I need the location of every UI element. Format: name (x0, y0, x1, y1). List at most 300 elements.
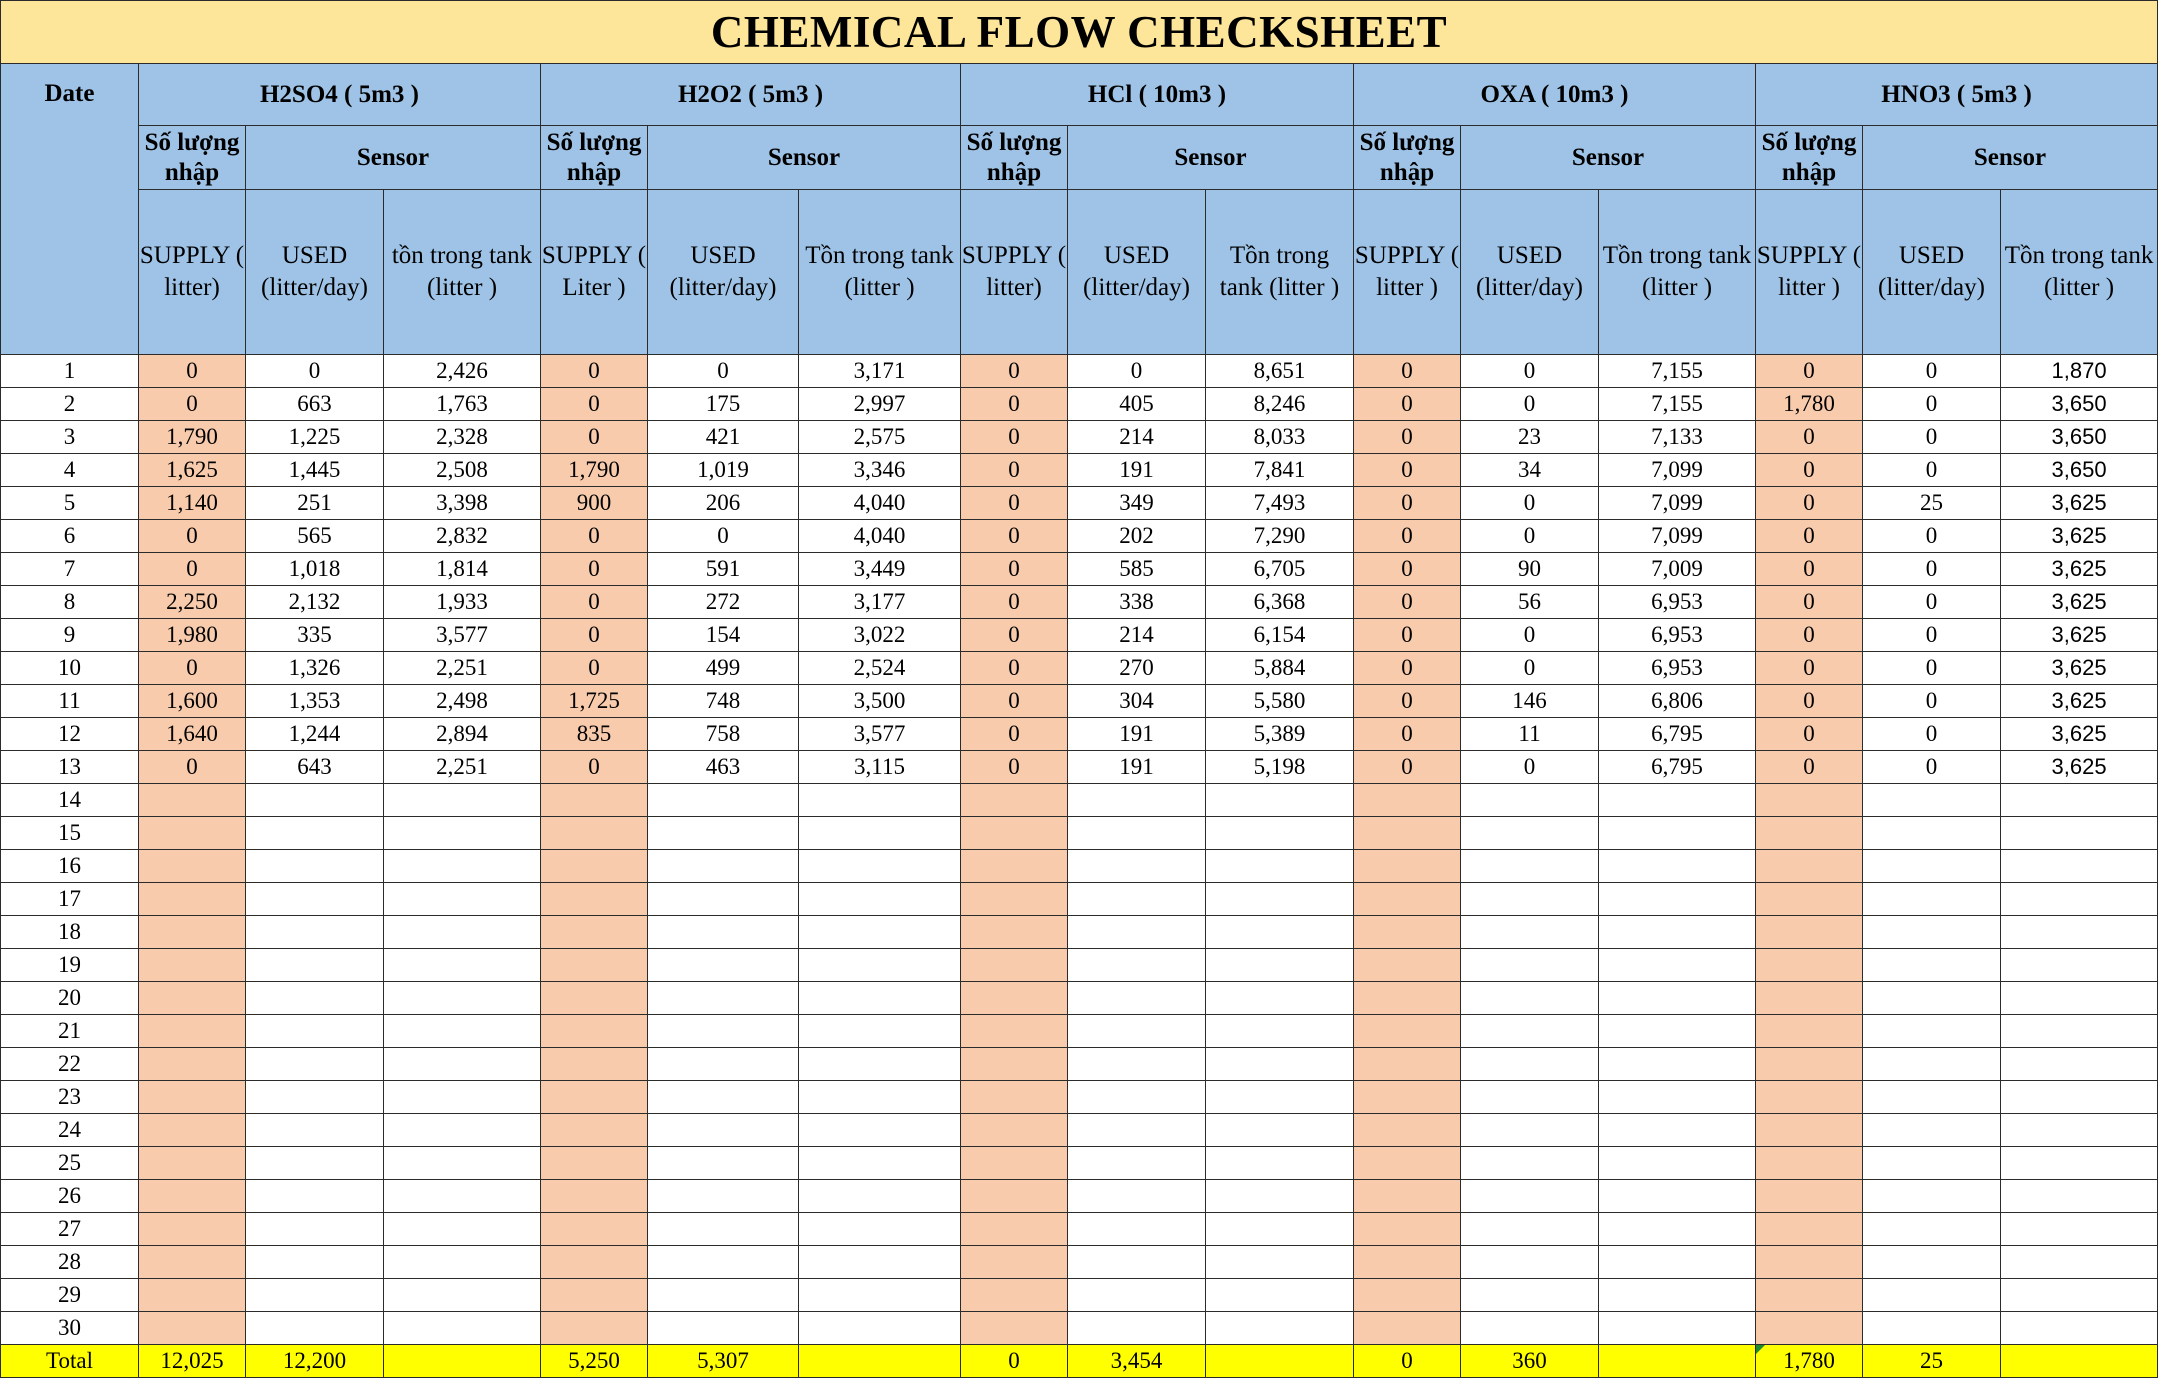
tank-cell-h2so4[interactable]: 2,508 (384, 454, 541, 487)
tank-cell-hcl[interactable] (1206, 817, 1354, 850)
tank-cell-hno3[interactable] (2001, 1048, 2158, 1081)
tank-cell-h2o2[interactable] (799, 817, 961, 850)
supply-cell-h2o2[interactable]: 0 (541, 652, 648, 685)
chemical-header-h2o2[interactable]: H2O2 ( 5m3 ) (541, 64, 961, 126)
tank-cell-hcl[interactable]: 5,580 (1206, 685, 1354, 718)
supply-cell-hno3[interactable]: 0 (1756, 685, 1863, 718)
used-cell-h2so4[interactable] (246, 949, 384, 982)
tank-cell-oxa[interactable]: 7,133 (1599, 421, 1756, 454)
used-cell-h2so4[interactable]: 1,445 (246, 454, 384, 487)
date-cell[interactable]: 5 (1, 487, 139, 520)
total-label[interactable]: Total (1, 1345, 139, 1378)
supply-cell-oxa[interactable]: 0 (1354, 454, 1461, 487)
tank-cell-h2so4[interactable] (384, 982, 541, 1015)
tank-cell-oxa[interactable] (1599, 1015, 1756, 1048)
used-cell-oxa[interactable]: 0 (1461, 355, 1599, 388)
tank-cell-hno3[interactable] (2001, 1147, 2158, 1180)
date-cell[interactable]: 4 (1, 454, 139, 487)
total-tank-oxa[interactable] (1599, 1345, 1756, 1378)
date-cell[interactable]: 28 (1, 1246, 139, 1279)
tank-cell-h2o2[interactable]: 4,040 (799, 487, 961, 520)
supply-cell-h2so4[interactable] (139, 1048, 246, 1081)
used-cell-hno3[interactable] (1863, 982, 2001, 1015)
supply-cell-h2o2[interactable] (541, 1048, 648, 1081)
used-cell-h2so4[interactable] (246, 1213, 384, 1246)
supply-cell-h2o2[interactable]: 1,725 (541, 685, 648, 718)
tank-cell-hno3[interactable] (2001, 916, 2158, 949)
used-cell-h2o2[interactable] (648, 1180, 799, 1213)
supply-cell-hcl[interactable]: 0 (961, 619, 1068, 652)
tank-cell-hcl[interactable]: 8,651 (1206, 355, 1354, 388)
used-cell-hno3[interactable] (1863, 1246, 2001, 1279)
date-cell[interactable]: 6 (1, 520, 139, 553)
supply-cell-h2so4[interactable] (139, 1114, 246, 1147)
used-cell-h2o2[interactable] (648, 1114, 799, 1147)
used-cell-hcl[interactable] (1068, 1279, 1206, 1312)
used-cell-hno3[interactable]: 25 (1863, 487, 2001, 520)
supply-cell-h2so4[interactable] (139, 1180, 246, 1213)
tank-cell-hcl[interactable] (1206, 1015, 1354, 1048)
supply-cell-h2so4[interactable] (139, 1312, 246, 1345)
tank-cell-oxa[interactable]: 6,953 (1599, 586, 1756, 619)
tank-cell-h2so4[interactable]: 1,814 (384, 553, 541, 586)
supply-cell-hno3[interactable] (1756, 949, 1863, 982)
supply-cell-oxa[interactable]: 0 (1354, 751, 1461, 784)
used-cell-oxa[interactable] (1461, 982, 1599, 1015)
used-cell-h2o2[interactable] (648, 1246, 799, 1279)
supply-cell-h2so4[interactable] (139, 850, 246, 883)
tank-cell-h2o2[interactable] (799, 1114, 961, 1147)
supply-cell-hno3[interactable] (1756, 817, 1863, 850)
tank-unit-header-hcl[interactable]: Tồn trong tank (litter ) (1206, 190, 1354, 355)
used-cell-h2so4[interactable] (246, 1147, 384, 1180)
tank-cell-hcl[interactable]: 5,198 (1206, 751, 1354, 784)
tank-cell-hno3[interactable] (2001, 784, 2158, 817)
supply-cell-h2o2[interactable] (541, 1147, 648, 1180)
total-supply-oxa[interactable]: 0 (1354, 1345, 1461, 1378)
total-tank-hno3[interactable] (2001, 1345, 2158, 1378)
supply-cell-h2so4[interactable]: 1,980 (139, 619, 246, 652)
chemical-header-hcl[interactable]: HCl ( 10m3 ) (961, 64, 1354, 126)
used-cell-oxa[interactable] (1461, 1147, 1599, 1180)
tank-cell-oxa[interactable]: 6,795 (1599, 718, 1756, 751)
used-cell-h2o2[interactable] (648, 1213, 799, 1246)
supply-cell-h2so4[interactable]: 0 (139, 652, 246, 685)
used-cell-hcl[interactable] (1068, 1081, 1206, 1114)
used-cell-h2o2[interactable]: 272 (648, 586, 799, 619)
supply-cell-hcl[interactable]: 0 (961, 355, 1068, 388)
tank-cell-oxa[interactable]: 7,009 (1599, 553, 1756, 586)
used-cell-oxa[interactable] (1461, 1213, 1599, 1246)
date-cell[interactable]: 30 (1, 1312, 139, 1345)
tank-cell-oxa[interactable] (1599, 850, 1756, 883)
used-cell-h2o2[interactable] (648, 1015, 799, 1048)
supply-cell-h2so4[interactable]: 1,600 (139, 685, 246, 718)
tank-cell-oxa[interactable]: 6,953 (1599, 619, 1756, 652)
chemical-header-h2so4[interactable]: H2SO4 ( 5m3 ) (139, 64, 541, 126)
supply-cell-hno3[interactable]: 0 (1756, 355, 1863, 388)
used-cell-h2o2[interactable] (648, 850, 799, 883)
tank-cell-oxa[interactable] (1599, 1114, 1756, 1147)
supply-cell-hno3[interactable]: 0 (1756, 553, 1863, 586)
used-cell-oxa[interactable]: 0 (1461, 388, 1599, 421)
sensor-header-h2o2[interactable]: Sensor (648, 126, 961, 190)
tank-cell-hno3[interactable] (2001, 1312, 2158, 1345)
supply-cell-hcl[interactable] (961, 1312, 1068, 1345)
supply-cell-h2o2[interactable] (541, 784, 648, 817)
used-cell-hcl[interactable]: 304 (1068, 685, 1206, 718)
used-cell-hcl[interactable] (1068, 850, 1206, 883)
used-cell-h2o2[interactable] (648, 784, 799, 817)
used-cell-hno3[interactable] (1863, 1180, 2001, 1213)
supply-cell-hno3[interactable] (1756, 1180, 1863, 1213)
tank-cell-oxa[interactable]: 6,953 (1599, 652, 1756, 685)
used-cell-oxa[interactable] (1461, 1048, 1599, 1081)
used-cell-oxa[interactable] (1461, 1081, 1599, 1114)
tank-cell-h2so4[interactable]: 2,251 (384, 751, 541, 784)
tank-cell-h2o2[interactable]: 3,500 (799, 685, 961, 718)
sheet-title[interactable]: CHEMICAL FLOW CHECKSHEET (1, 1, 2158, 64)
used-cell-h2o2[interactable]: 758 (648, 718, 799, 751)
used-cell-h2so4[interactable] (246, 1246, 384, 1279)
used-cell-oxa[interactable] (1461, 1246, 1599, 1279)
tank-cell-hcl[interactable]: 5,389 (1206, 718, 1354, 751)
supply-cell-h2o2[interactable] (541, 817, 648, 850)
used-cell-h2so4[interactable] (246, 1279, 384, 1312)
supply-cell-h2so4[interactable] (139, 1213, 246, 1246)
supply-cell-hno3[interactable] (1756, 1081, 1863, 1114)
supply-cell-oxa[interactable] (1354, 883, 1461, 916)
tank-cell-hno3[interactable] (2001, 883, 2158, 916)
supply-cell-h2o2[interactable] (541, 883, 648, 916)
used-cell-oxa[interactable]: 0 (1461, 652, 1599, 685)
used-cell-oxa[interactable] (1461, 949, 1599, 982)
supply-cell-oxa[interactable]: 0 (1354, 586, 1461, 619)
used-cell-hno3[interactable]: 0 (1863, 421, 2001, 454)
used-cell-hcl[interactable]: 0 (1068, 355, 1206, 388)
tank-cell-hno3[interactable]: 3,625 (2001, 718, 2158, 751)
tank-unit-header-hno3[interactable]: Tồn trong tank (litter ) (2001, 190, 2158, 355)
tank-cell-h2so4[interactable]: 3,398 (384, 487, 541, 520)
supply-cell-hcl[interactable]: 0 (961, 421, 1068, 454)
tank-cell-h2o2[interactable] (799, 1246, 961, 1279)
used-cell-h2o2[interactable] (648, 916, 799, 949)
used-cell-h2so4[interactable]: 663 (246, 388, 384, 421)
supply-cell-oxa[interactable] (1354, 982, 1461, 1015)
tank-cell-hcl[interactable]: 7,841 (1206, 454, 1354, 487)
used-cell-h2so4[interactable] (246, 817, 384, 850)
supply-cell-h2so4[interactable]: 1,625 (139, 454, 246, 487)
tank-cell-h2o2[interactable]: 3,449 (799, 553, 961, 586)
import-qty-header-hno3[interactable]: Số lượng nhập (1756, 126, 1863, 190)
used-cell-oxa[interactable]: 90 (1461, 553, 1599, 586)
date-cell[interactable]: 13 (1, 751, 139, 784)
used-cell-hno3[interactable] (1863, 1279, 2001, 1312)
tank-cell-hno3[interactable]: 3,625 (2001, 619, 2158, 652)
date-cell[interactable]: 9 (1, 619, 139, 652)
tank-cell-h2so4[interactable] (384, 817, 541, 850)
used-cell-hno3[interactable] (1863, 1048, 2001, 1081)
tank-cell-hno3[interactable] (2001, 817, 2158, 850)
tank-cell-h2so4[interactable]: 3,577 (384, 619, 541, 652)
tank-cell-h2o2[interactable]: 3,177 (799, 586, 961, 619)
tank-cell-h2so4[interactable] (384, 1213, 541, 1246)
supply-cell-hno3[interactable]: 0 (1756, 751, 1863, 784)
tank-cell-oxa[interactable] (1599, 949, 1756, 982)
used-cell-h2so4[interactable] (246, 1180, 384, 1213)
tank-cell-h2o2[interactable] (799, 850, 961, 883)
used-cell-oxa[interactable] (1461, 1279, 1599, 1312)
date-cell[interactable]: 18 (1, 916, 139, 949)
supply-cell-hno3[interactable]: 1,780 (1756, 388, 1863, 421)
tank-cell-h2so4[interactable]: 2,328 (384, 421, 541, 454)
tank-cell-hno3[interactable] (2001, 1279, 2158, 1312)
supply-cell-h2so4[interactable]: 0 (139, 751, 246, 784)
used-cell-oxa[interactable]: 0 (1461, 751, 1599, 784)
supply-cell-h2so4[interactable] (139, 1279, 246, 1312)
supply-cell-h2so4[interactable]: 1,790 (139, 421, 246, 454)
total-supply-hcl[interactable]: 0 (961, 1345, 1068, 1378)
used-cell-h2o2[interactable]: 591 (648, 553, 799, 586)
used-cell-oxa[interactable]: 23 (1461, 421, 1599, 454)
tank-cell-hno3[interactable] (2001, 982, 2158, 1015)
used-cell-oxa[interactable]: 146 (1461, 685, 1599, 718)
supply-cell-h2so4[interactable] (139, 1015, 246, 1048)
date-cell[interactable]: 23 (1, 1081, 139, 1114)
tank-cell-hno3[interactable]: 3,625 (2001, 685, 2158, 718)
used-cell-hno3[interactable] (1863, 1081, 2001, 1114)
used-cell-hcl[interactable] (1068, 1147, 1206, 1180)
supply-cell-h2o2[interactable] (541, 1180, 648, 1213)
supply-cell-oxa[interactable]: 0 (1354, 520, 1461, 553)
used-cell-h2o2[interactable] (648, 883, 799, 916)
tank-cell-h2o2[interactable]: 3,346 (799, 454, 961, 487)
used-cell-oxa[interactable] (1461, 916, 1599, 949)
supply-cell-h2o2[interactable] (541, 1312, 648, 1345)
used-cell-h2so4[interactable]: 335 (246, 619, 384, 652)
supply-cell-hcl[interactable] (961, 1180, 1068, 1213)
used-cell-oxa[interactable] (1461, 817, 1599, 850)
import-qty-header-h2so4[interactable]: Số lượng nhập (139, 126, 246, 190)
tank-cell-h2o2[interactable] (799, 916, 961, 949)
tank-cell-hno3[interactable] (2001, 1180, 2158, 1213)
date-cell[interactable]: 26 (1, 1180, 139, 1213)
tank-cell-hcl[interactable] (1206, 784, 1354, 817)
tank-cell-h2o2[interactable] (799, 784, 961, 817)
tank-cell-oxa[interactable] (1599, 1180, 1756, 1213)
used-cell-oxa[interactable] (1461, 1180, 1599, 1213)
supply-cell-hno3[interactable] (1756, 883, 1863, 916)
used-cell-h2o2[interactable] (648, 1279, 799, 1312)
tank-cell-hno3[interactable]: 3,625 (2001, 520, 2158, 553)
used-cell-hcl[interactable] (1068, 1015, 1206, 1048)
tank-cell-oxa[interactable]: 7,099 (1599, 454, 1756, 487)
total-used-h2so4[interactable]: 12,200 (246, 1345, 384, 1378)
tank-cell-h2so4[interactable] (384, 850, 541, 883)
tank-cell-h2so4[interactable] (384, 1048, 541, 1081)
tank-cell-h2so4[interactable]: 2,251 (384, 652, 541, 685)
supply-cell-hno3[interactable] (1756, 1312, 1863, 1345)
used-cell-hcl[interactable] (1068, 1246, 1206, 1279)
date-cell[interactable]: 10 (1, 652, 139, 685)
used-cell-hno3[interactable] (1863, 916, 2001, 949)
tank-cell-h2so4[interactable] (384, 949, 541, 982)
used-cell-hno3[interactable] (1863, 850, 2001, 883)
used-cell-hno3[interactable] (1863, 883, 2001, 916)
tank-cell-hcl[interactable] (1206, 916, 1354, 949)
supply-unit-header-oxa[interactable]: SUPPLY ( litter ) (1354, 190, 1461, 355)
tank-cell-oxa[interactable]: 7,155 (1599, 388, 1756, 421)
supply-cell-oxa[interactable]: 0 (1354, 619, 1461, 652)
supply-cell-h2so4[interactable] (139, 883, 246, 916)
total-tank-h2so4[interactable] (384, 1345, 541, 1378)
supply-cell-hno3[interactable] (1756, 850, 1863, 883)
used-unit-header-hno3[interactable]: USED (litter/day) (1863, 190, 2001, 355)
tank-cell-h2so4[interactable] (384, 1180, 541, 1213)
tank-cell-hcl[interactable]: 7,290 (1206, 520, 1354, 553)
total-used-h2o2[interactable]: 5,307 (648, 1345, 799, 1378)
used-cell-hcl[interactable] (1068, 1114, 1206, 1147)
used-cell-oxa[interactable]: 0 (1461, 520, 1599, 553)
tank-cell-h2o2[interactable]: 4,040 (799, 520, 961, 553)
used-cell-hcl[interactable]: 338 (1068, 586, 1206, 619)
supply-cell-oxa[interactable]: 0 (1354, 388, 1461, 421)
tank-cell-h2o2[interactable]: 3,115 (799, 751, 961, 784)
tank-cell-h2o2[interactable]: 2,575 (799, 421, 961, 454)
import-qty-header-hcl[interactable]: Số lượng nhập (961, 126, 1068, 190)
supply-cell-h2o2[interactable]: 0 (541, 520, 648, 553)
used-cell-oxa[interactable]: 34 (1461, 454, 1599, 487)
supply-cell-hcl[interactable] (961, 1114, 1068, 1147)
supply-cell-h2so4[interactable] (139, 1147, 246, 1180)
used-cell-hno3[interactable] (1863, 1015, 2001, 1048)
tank-cell-oxa[interactable] (1599, 817, 1756, 850)
supply-cell-hcl[interactable]: 0 (961, 586, 1068, 619)
sensor-header-oxa[interactable]: Sensor (1461, 126, 1756, 190)
date-cell[interactable]: 27 (1, 1213, 139, 1246)
used-cell-hno3[interactable] (1863, 1312, 2001, 1345)
used-cell-hno3[interactable]: 0 (1863, 685, 2001, 718)
supply-cell-oxa[interactable]: 0 (1354, 355, 1461, 388)
supply-unit-header-h2o2[interactable]: SUPPLY ( Liter ) (541, 190, 648, 355)
tank-cell-hno3[interactable]: 3,625 (2001, 487, 2158, 520)
used-cell-h2so4[interactable]: 643 (246, 751, 384, 784)
used-cell-hno3[interactable]: 0 (1863, 388, 2001, 421)
supply-cell-oxa[interactable] (1354, 1312, 1461, 1345)
supply-cell-h2so4[interactable]: 0 (139, 388, 246, 421)
used-unit-header-h2so4[interactable]: USED (litter/day) (246, 190, 384, 355)
used-cell-h2o2[interactable] (648, 949, 799, 982)
total-used-oxa[interactable]: 360 (1461, 1345, 1599, 1378)
tank-cell-hcl[interactable] (1206, 850, 1354, 883)
used-cell-hcl[interactable] (1068, 883, 1206, 916)
used-cell-h2so4[interactable] (246, 982, 384, 1015)
used-cell-hcl[interactable]: 191 (1068, 751, 1206, 784)
supply-cell-hno3[interactable] (1756, 1147, 1863, 1180)
used-cell-hcl[interactable] (1068, 949, 1206, 982)
tank-cell-h2so4[interactable]: 1,933 (384, 586, 541, 619)
supply-cell-h2so4[interactable]: 2,250 (139, 586, 246, 619)
used-cell-hcl[interactable]: 191 (1068, 454, 1206, 487)
supply-cell-hno3[interactable] (1756, 1213, 1863, 1246)
used-cell-oxa[interactable]: 56 (1461, 586, 1599, 619)
tank-cell-h2so4[interactable]: 2,426 (384, 355, 541, 388)
tank-cell-hno3[interactable]: 3,650 (2001, 454, 2158, 487)
date-cell[interactable]: 20 (1, 982, 139, 1015)
date-cell[interactable]: 15 (1, 817, 139, 850)
used-cell-h2so4[interactable]: 1,018 (246, 553, 384, 586)
tank-cell-hcl[interactable]: 6,154 (1206, 619, 1354, 652)
used-cell-h2o2[interactable] (648, 982, 799, 1015)
tank-cell-hno3[interactable] (2001, 1213, 2158, 1246)
sensor-header-h2so4[interactable]: Sensor (246, 126, 541, 190)
supply-cell-h2so4[interactable] (139, 1081, 246, 1114)
tank-cell-hcl[interactable]: 6,368 (1206, 586, 1354, 619)
tank-cell-hcl[interactable] (1206, 1114, 1354, 1147)
date-cell[interactable]: 25 (1, 1147, 139, 1180)
supply-cell-oxa[interactable]: 0 (1354, 718, 1461, 751)
tank-cell-hno3[interactable]: 3,650 (2001, 421, 2158, 454)
tank-cell-hno3[interactable] (2001, 1015, 2158, 1048)
tank-cell-hcl[interactable] (1206, 1213, 1354, 1246)
tank-cell-h2o2[interactable] (799, 1312, 961, 1345)
supply-cell-hcl[interactable] (961, 1147, 1068, 1180)
tank-cell-oxa[interactable] (1599, 784, 1756, 817)
tank-cell-h2so4[interactable]: 2,832 (384, 520, 541, 553)
tank-cell-h2so4[interactable] (384, 1081, 541, 1114)
supply-cell-hcl[interactable] (961, 1015, 1068, 1048)
supply-cell-h2so4[interactable]: 1,140 (139, 487, 246, 520)
supply-cell-hno3[interactable]: 0 (1756, 586, 1863, 619)
supply-cell-hcl[interactable] (961, 949, 1068, 982)
tank-cell-hno3[interactable] (2001, 1081, 2158, 1114)
used-cell-hno3[interactable]: 0 (1863, 652, 2001, 685)
supply-cell-hno3[interactable] (1756, 784, 1863, 817)
tank-cell-hcl[interactable] (1206, 1147, 1354, 1180)
supply-cell-oxa[interactable]: 0 (1354, 421, 1461, 454)
tank-cell-oxa[interactable] (1599, 916, 1756, 949)
used-unit-header-h2o2[interactable]: USED (litter/day) (648, 190, 799, 355)
tank-cell-oxa[interactable] (1599, 883, 1756, 916)
supply-cell-h2o2[interactable]: 900 (541, 487, 648, 520)
sensor-header-hcl[interactable]: Sensor (1068, 126, 1354, 190)
used-cell-h2o2[interactable]: 206 (648, 487, 799, 520)
supply-cell-hcl[interactable] (961, 784, 1068, 817)
supply-cell-h2so4[interactable]: 0 (139, 520, 246, 553)
tank-cell-hcl[interactable] (1206, 1246, 1354, 1279)
used-cell-oxa[interactable]: 0 (1461, 487, 1599, 520)
tank-cell-oxa[interactable] (1599, 1081, 1756, 1114)
used-cell-hno3[interactable]: 0 (1863, 718, 2001, 751)
supply-cell-hcl[interactable] (961, 850, 1068, 883)
used-cell-h2o2[interactable] (648, 817, 799, 850)
used-cell-h2so4[interactable] (246, 850, 384, 883)
used-cell-hno3[interactable]: 0 (1863, 454, 2001, 487)
date-cell[interactable]: 8 (1, 586, 139, 619)
supply-cell-h2so4[interactable] (139, 982, 246, 1015)
supply-cell-h2o2[interactable]: 0 (541, 619, 648, 652)
supply-cell-hno3[interactable] (1756, 982, 1863, 1015)
tank-cell-hno3[interactable]: 1,870 (2001, 355, 2158, 388)
used-cell-oxa[interactable] (1461, 850, 1599, 883)
tank-cell-h2o2[interactable]: 3,577 (799, 718, 961, 751)
supply-cell-oxa[interactable] (1354, 1180, 1461, 1213)
used-cell-h2o2[interactable]: 175 (648, 388, 799, 421)
supply-cell-hno3[interactable] (1756, 1048, 1863, 1081)
used-cell-hcl[interactable] (1068, 1048, 1206, 1081)
supply-cell-oxa[interactable] (1354, 1114, 1461, 1147)
used-cell-hcl[interactable] (1068, 1180, 1206, 1213)
